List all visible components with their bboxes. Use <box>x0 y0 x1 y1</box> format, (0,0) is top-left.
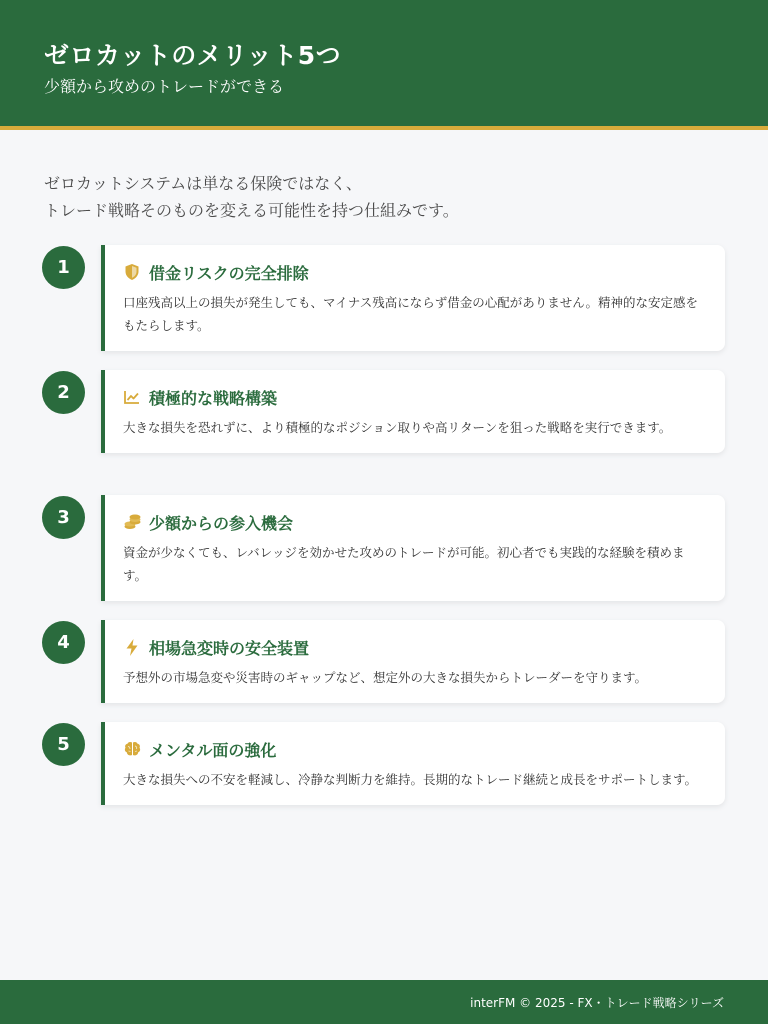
page-title: ゼロカットのメリット5つ <box>44 41 342 70</box>
footer-bar <box>0 980 768 1024</box>
footer-credit: interFM © 2025 - FX・トレード戦略シリーズ <box>470 996 724 1010</box>
merit-card <box>101 495 725 601</box>
merit-number-badge: 4 <box>42 621 85 664</box>
intro-text <box>44 170 724 224</box>
merit-title: 借金リスクの完全排除 <box>149 263 309 283</box>
shield-icon <box>123 263 141 281</box>
bolt-icon <box>123 638 141 656</box>
merit-number-badge: 5 <box>42 723 85 766</box>
intro-line-1: ゼロカットシステムは単なる保険ではなく、 <box>44 174 362 193</box>
page-subtitle: 少額から攻めのトレードができる <box>44 77 285 96</box>
merit-description: 資金が少なくても、レバレッジを効かせた攻めのトレードが可能。初心者でも実践的な経験を積めます。 <box>123 545 685 583</box>
merit-card <box>101 245 725 351</box>
merit-number-badge: 2 <box>42 371 85 414</box>
merit-description: 予想外の市場急変や災害時のギャップなど、想定外の大きな損失からトレーダーを守ります。 <box>123 670 648 685</box>
merit-card <box>101 370 725 453</box>
header-banner <box>0 0 768 130</box>
merit-card <box>101 722 725 805</box>
brain-icon <box>123 740 141 758</box>
intro-line-2: トレード戦略そのものを変える可能性を持つ仕組みです。 <box>44 201 459 220</box>
merit-title: 積極的な戦略構築 <box>149 388 278 408</box>
merit-title: 少額からの参入機会 <box>149 513 294 533</box>
merit-title: メンタル面の強化 <box>149 740 277 760</box>
merit-description: 大きな損失を恐れずに、より積極的なポジション取りや高リターンを狙った戦略を実行できます。 <box>123 420 672 435</box>
merit-title: 相場急変時の安全装置 <box>149 638 310 658</box>
merit-description: 大きな損失への不安を軽減し、冷静な判断力を維持。長期的なトレード継続と成長をサポートします。 <box>123 772 698 787</box>
merit-card <box>101 620 725 703</box>
merit-number-badge: 1 <box>42 246 85 289</box>
merit-number-badge: 3 <box>42 496 85 539</box>
chart-line-icon <box>123 388 141 406</box>
merit-description: 口座残高以上の損失が発生しても、マイナス残高にならず借金の心配がありません。精神的な安定感をもたらします。 <box>123 295 699 333</box>
coins-icon <box>123 513 141 531</box>
